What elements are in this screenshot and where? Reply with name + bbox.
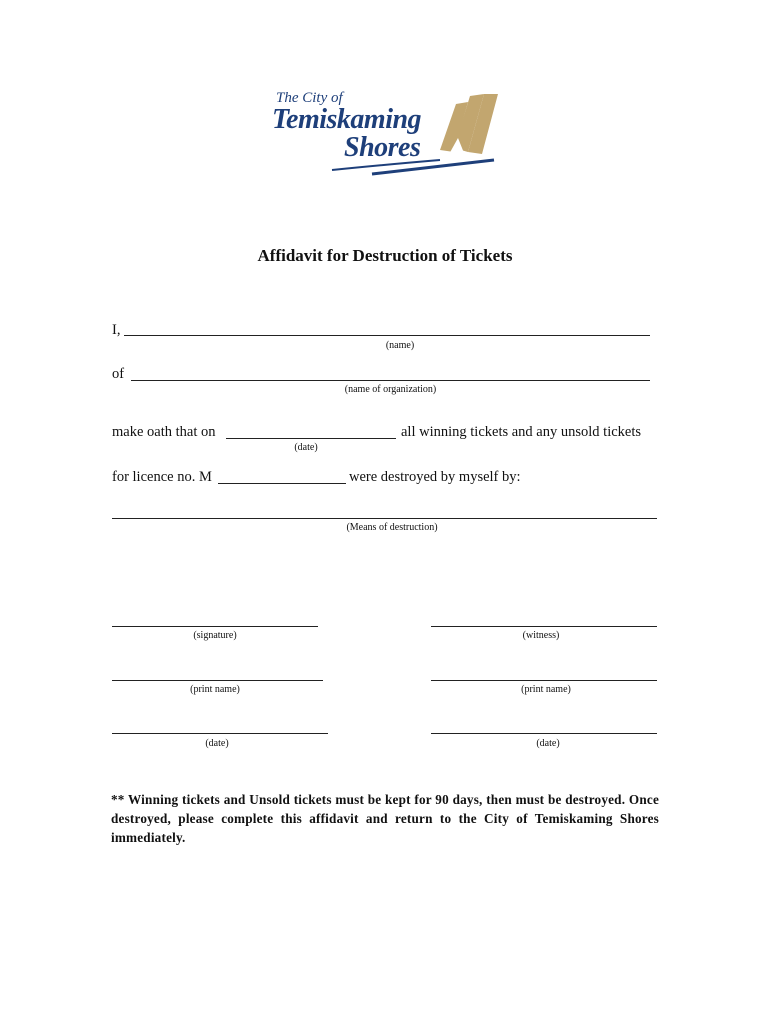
witness-label: (witness) <box>522 630 560 641</box>
date-right-label: (date) <box>536 738 560 749</box>
organization-label: (name of organization) <box>344 384 437 395</box>
name-prefix: I, <box>112 322 121 338</box>
oath-date-field-line[interactable] <box>226 438 396 439</box>
logo-line-2: Temiskaming <box>272 104 422 135</box>
date-left-label: (date) <box>205 738 229 749</box>
print-name-left-line[interactable] <box>112 680 323 681</box>
date-left-line[interactable] <box>112 733 328 734</box>
org-prefix: of <box>112 366 125 382</box>
means-label: (Means of destruction) <box>346 522 438 533</box>
logo-line-1: The City of <box>276 90 343 106</box>
organization-field-line[interactable] <box>131 380 650 381</box>
means-field-line[interactable] <box>112 518 657 519</box>
oath-prefix: make oath that on <box>112 424 216 440</box>
date-right-line[interactable] <box>431 733 657 734</box>
name-field-line[interactable] <box>124 335 650 336</box>
signature-line[interactable] <box>112 626 318 627</box>
witness-line[interactable] <box>431 626 657 627</box>
logo-line-3: Shores <box>344 132 421 163</box>
sailboat-emblem-icon <box>272 90 500 178</box>
signature-label: (signature) <box>193 630 237 641</box>
print-name-left-label: (print name) <box>190 684 240 695</box>
page-title: Affidavit for Destruction of Tickets <box>257 246 513 265</box>
print-name-right-line[interactable] <box>431 680 657 681</box>
name-label: (name) <box>385 340 415 351</box>
licence-suffix: were destroyed by myself by: <box>349 469 521 485</box>
city-logo <box>272 90 500 178</box>
oath-date-label: (date) <box>294 442 318 453</box>
retention-note: ** Winning tickets and Unsold tickets must be kept for 90 days, then must be destroyed. Once destroyed, please complete this affidavit and return to the City of Temiskaming Shores immediately. <box>111 792 659 845</box>
licence-number-field-line[interactable] <box>218 483 346 484</box>
oath-suffix: all winning tickets and any unsold tickets <box>401 424 642 440</box>
print-name-right-label: (print name) <box>521 684 571 695</box>
licence-prefix: for licence no. M <box>112 469 212 485</box>
